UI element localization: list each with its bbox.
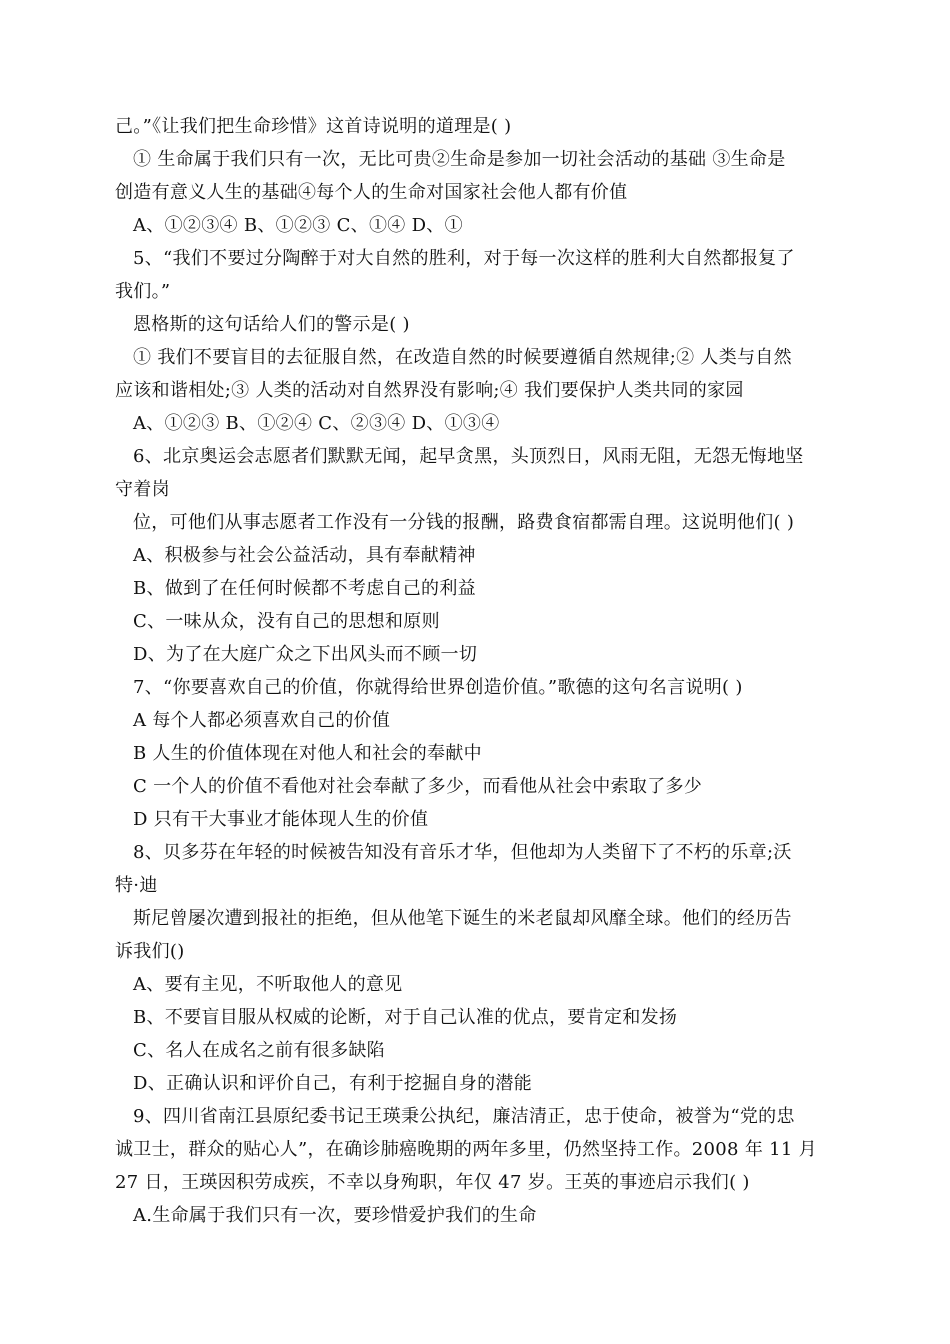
text-line: 9、四川省南江县原纪委书记王瑛秉公执纪，廉洁清正，忠于使命，被誉为“党的忠 xyxy=(133,1106,795,1127)
text-line: 特·迪 xyxy=(115,875,158,896)
text-line: D 只有干大事业才能体现人生的价值 xyxy=(133,809,429,830)
text-line: D、为了在大庭广众之下出风头而不顾一切 xyxy=(133,644,478,665)
text-line: A、积极参与社会公益活动，具有奉献精神 xyxy=(133,545,476,566)
text-line: A、①②③ B、①②④ C、②③④ D、①③④ xyxy=(133,413,500,434)
text-line: 守着岗 xyxy=(115,479,170,500)
text-line: C、名人在成名之前有很多缺陷 xyxy=(133,1040,385,1061)
text-line: ① 生命属于我们只有一次，无比可贵②生命是参加一切社会活动的基础 ③生命是 xyxy=(133,149,786,170)
text-line: A 每个人都必须喜欢自己的价值 xyxy=(133,710,391,731)
text-line: A.生命属于我们只有一次，要珍惜爱护我们的生命 xyxy=(133,1205,537,1226)
text-line: A、①②③④ B、①②③ C、①④ D、① xyxy=(133,215,463,236)
text-line: 6、北京奥运会志愿者们默默无闻，起早贪黑，头顶烈日，风雨无阻，无怨无悔地坚 xyxy=(133,446,804,467)
text-line: 位，可他们从事志愿者工作没有一分钱的报酬，路费食宿都需自理。这说明他们( ) xyxy=(133,512,795,533)
text-line: 创造有意义人生的基础④每个人的生命对国家社会他人都有价值 xyxy=(115,182,628,203)
text-line: C、一味从众，没有自己的思想和原则 xyxy=(133,611,440,632)
text-line: 斯尼曾屡次遭到报社的拒绝，但从他笔下诞生的米老鼠却风靡全球。他们的经历告 xyxy=(133,908,792,929)
text-line: 诚卫士，群众的贴心人”，在确诊肺癌晚期的两年多里，仍然坚持工作。2008 年 11 月 xyxy=(115,1139,817,1160)
text-line: 恩格斯的这句话给人们的警示是( ) xyxy=(133,314,410,335)
text-line: 应该和谐相处;③ 人类的活动对自然界没有影响;④ 我们要保护人类共同的家园 xyxy=(115,380,744,401)
text-line: 7、“你要喜欢自己的价值，你就得给世界创造价值。”歌德的这句名言说明( ) xyxy=(133,677,743,698)
text-line: D、正确认识和评价自己，有利于挖掘自身的潜能 xyxy=(133,1073,533,1094)
text-line: 诉我们() xyxy=(115,941,185,962)
text-line: B 人生的价值体现在对他人和社会的奉献中 xyxy=(133,743,482,764)
text-line: 我们。” xyxy=(115,281,171,302)
text-line: ① 我们不要盲目的去征服自然，在改造自然的时候要遵循自然规律;② 人类与自然 xyxy=(133,347,792,368)
text-line: B、不要盲目服从权威的论断，对于自己认准的优点，要肯定和发扬 xyxy=(133,1007,678,1028)
text-line: C 一个人的价值不看他对社会奉献了多少，而看他从社会中索取了多少 xyxy=(133,776,703,797)
text-line: 8、贝多芬在年轻的时候被告知没有音乐才华，但他却为人类留下了不朽的乐章;沃 xyxy=(133,842,792,863)
text-line: 5、“我们不要过分陶醉于对大自然的胜利，对于每一次这样的胜利大自然都报复了 xyxy=(133,248,795,269)
text-line: A、要有主见，不听取他人的意见 xyxy=(133,974,403,995)
text-line: B、做到了在任何时候都不考虑自己的利益 xyxy=(133,578,476,599)
text-line: 27 日，王瑛因积劳成疾，不幸以身殉职，年仅 47 岁。王英的事迹启示我们( ) xyxy=(115,1172,750,1193)
text-line: 己。”《让我们把生命珍惜》这首诗说明的道理是( ) xyxy=(115,116,512,137)
